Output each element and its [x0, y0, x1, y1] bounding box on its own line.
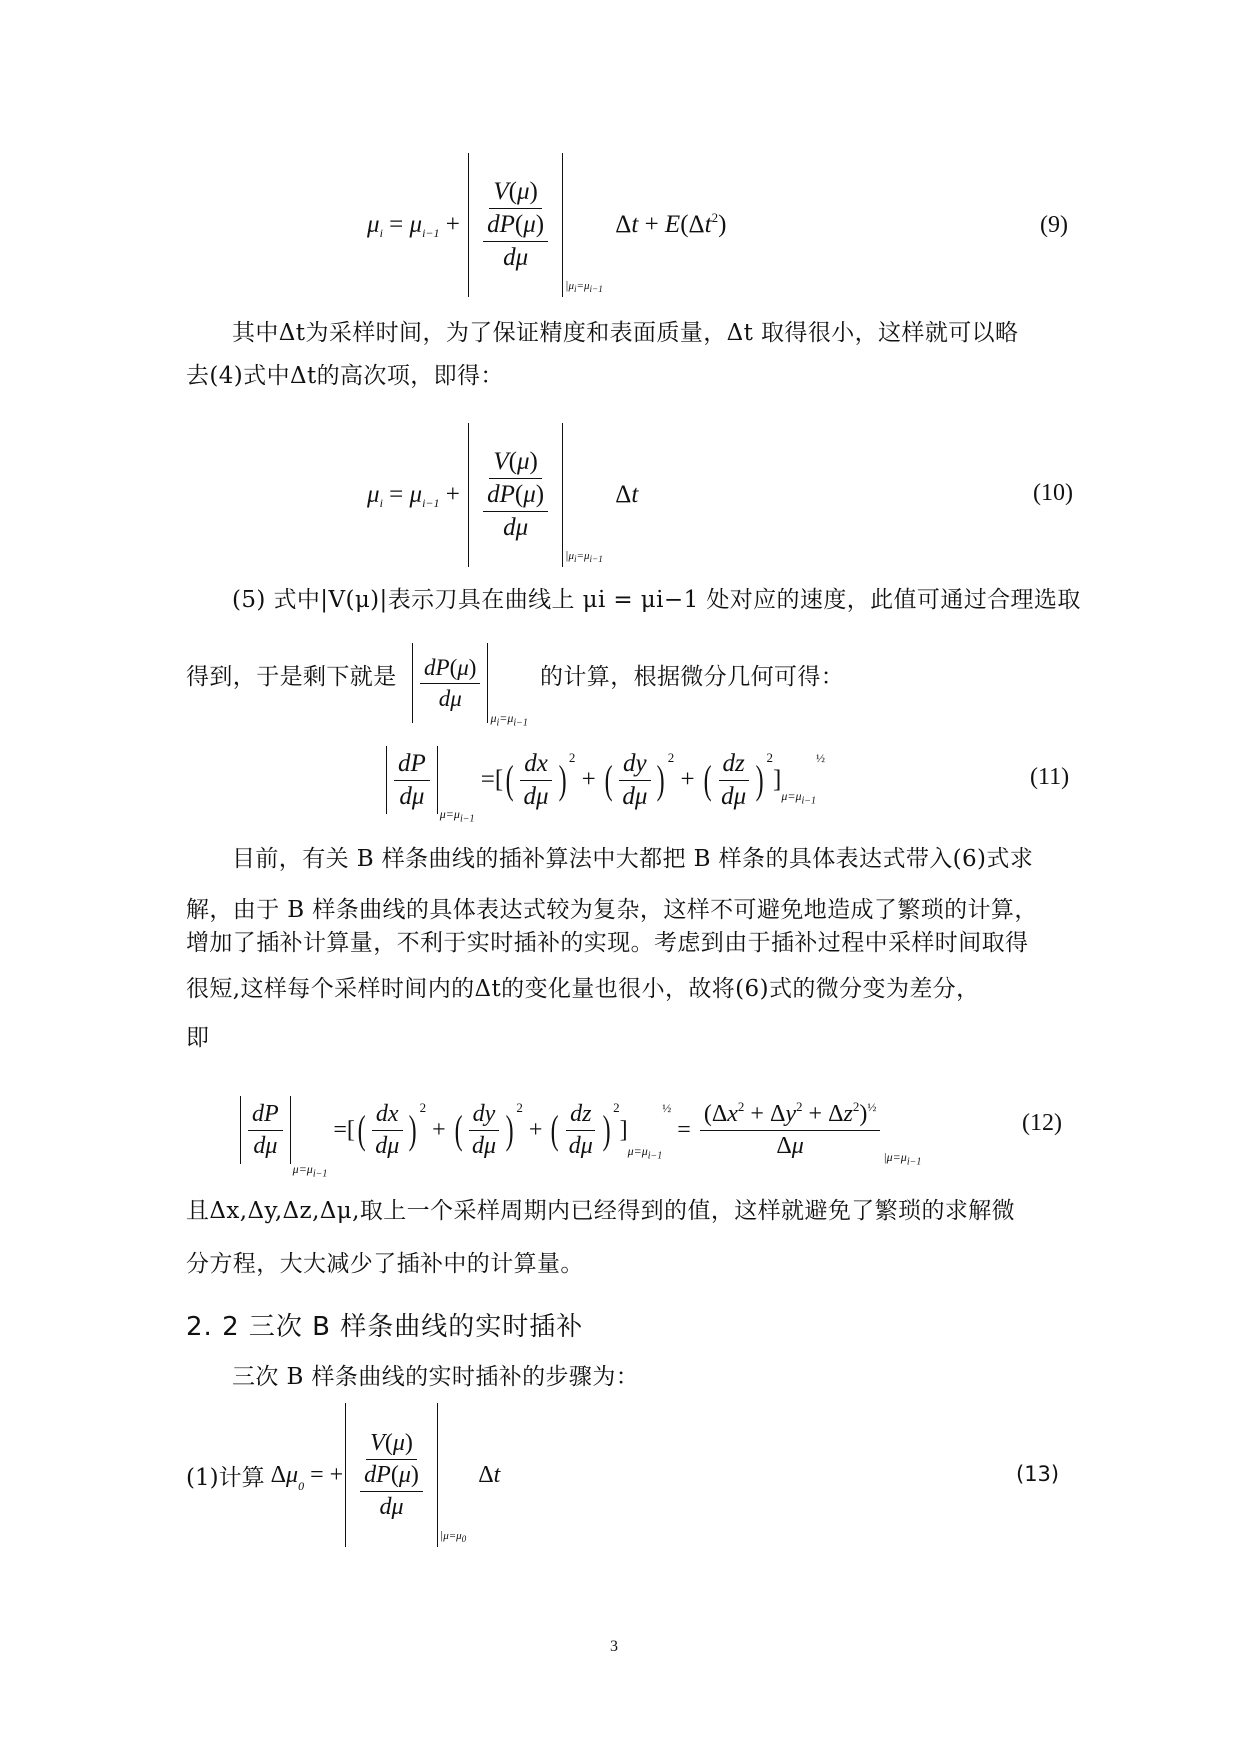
equation-13-prefix: (1)计算 [186, 1464, 265, 1491]
page-number: 3 [610, 1638, 618, 1655]
equation-13: (1)计算 $\Delta\mu_0$ = + $\frac{V(\mu)}{\frac{dP(\mu)}{d\mu}}$ $|\mu=\mu_0$ Δt [186, 1400, 500, 1550]
paragraph-3-line-4: 很短,这样每个采样时间内的Δt的变化量也很小，故将(6)式的微分变为差分， [186, 976, 980, 1002]
equation-13-number: (13) [1016, 1462, 1060, 1486]
equation-9: μ i = μ i−1 + $\frac{V(\mu)}{\frac{dP(\mu)}{d\mu}}$ $|\mu_i=\mu_{i-1}$ $\Delta t + E(\Delta t^2)$ [367, 150, 726, 300]
paragraph-1-line-1: 其中Δt为采样时间，为了保证精度和表面质量，Δt 取得很小，这样就可以略 [232, 320, 1019, 346]
paragraph-3-line-1: 目前，有关 B 样条曲线的插补算法中大都把 B 样条的具体表达式带入(6)式求 [232, 846, 1034, 872]
equation-12-number: (12) [1022, 1110, 1062, 1136]
paragraph-3-line-5: 即 [186, 1025, 210, 1051]
paragraph-1-line-2: 去(4)式中Δt的高次项，即得： [186, 363, 504, 389]
paragraph-3-line-2: 解，由于 B 样条曲线的具体表达式较为复杂，这样不可避免地造成了繁琐的计算， [186, 897, 1038, 923]
equation-11: $\frac{dP}{d\mu}$ $\mu=\mu_{i-1}$ =[ ( $\frac{dx}{d\mu}$ ) 2 + ( $\frac{dy}{d\mu}$ ) 2 + ( $\frac{dz}{d\mu}$ ) 2 ] $\mu=\mu_{i-1}$ ½ [384, 740, 825, 820]
paragraph-4-line-1: 且Δx,Δy,Δz,Δμ,取上一个采样周期内已经得到的值，这样就避免了繁琐的求解微 [186, 1198, 1016, 1224]
inline-derivative-magnitude: $\frac{dP(\mu)}{d\mu}$ $\mu_i=\mu_{i-1}$ [410, 638, 528, 728]
paragraph-2-line-2b: 的计算，根据微分几何可得： [540, 664, 845, 690]
equation-9-number: (9) [1040, 212, 1068, 238]
section-intro: 三次 B 样条曲线的实时插补的步骤为： [232, 1364, 640, 1390]
equation-10-number: (10) [1033, 480, 1073, 506]
equation-10: μ i = μ i−1 + $\frac{V(\mu)}{\frac{dP(\mu)}{d\mu}}$ $|\mu_i=\mu_{i-1}$ Δt [367, 420, 638, 570]
section-heading: 2. 2 三次 B 样条曲线的实时插补 [186, 1312, 584, 1342]
paragraph-2-line-2a: 得到，于是剩下就是 [186, 664, 397, 690]
paragraph-2-line-1: (5) 式中|V(μ)|表示刀具在曲线上 μi = μi−1 处对应的速度，此值可通过合理选取 [232, 587, 1081, 613]
paragraph-4-line-2: 分方程，大大减少了插补中的计算量。 [186, 1251, 584, 1277]
equation-11-number: (11) [1030, 764, 1070, 790]
paragraph-3-line-3: 增加了插补计算量，不利于实时插补的实现。考虑到由于插补过程中采样时间取得 [186, 930, 1029, 956]
equation-12: $\frac{dP}{d\mu}$ $\mu=\mu_{i-1}$ =[ ( $\frac{dx}{d\mu}$ ) 2 + ( $\frac{dy}{d\mu}$ ) 2 + ( $\frac{dz}{d\mu}$ ) 2 ] $\mu=\mu_{i-1}$ ½ = $\frac{(\Delta x^2 + \Delta y^2 + \Delta z^2)^{\frac{1}{2}}}{\Delta\mu}$ $|\mu=\mu_{i-1}$ [238, 1085, 921, 1175]
